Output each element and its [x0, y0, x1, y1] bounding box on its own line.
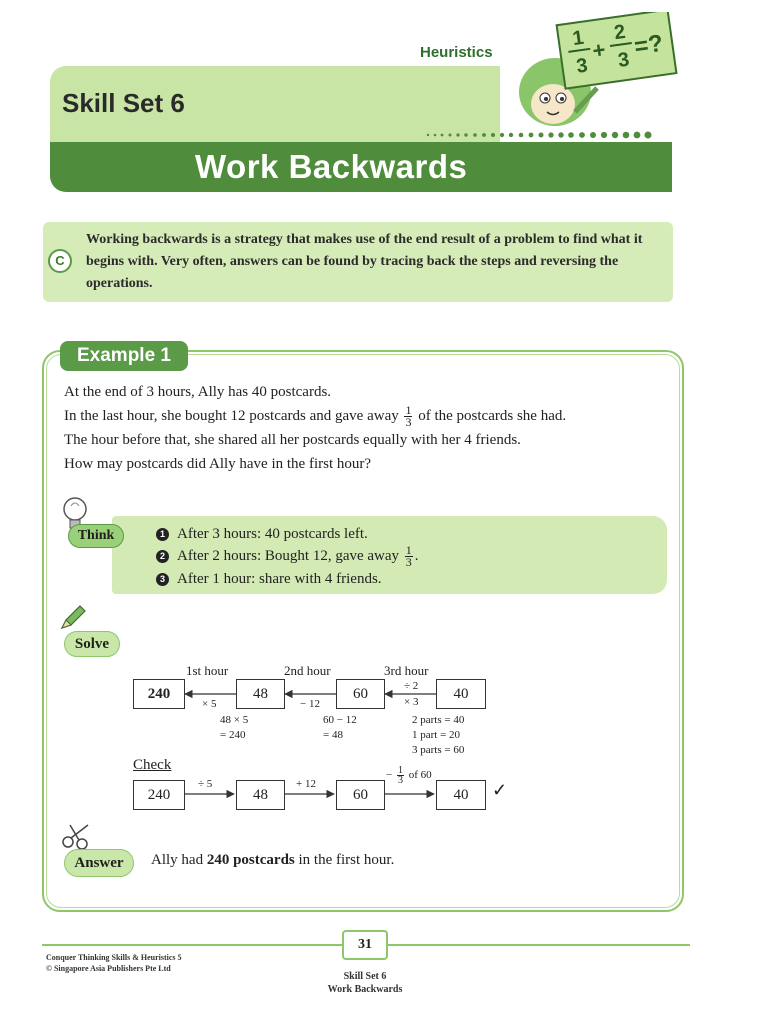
- hour-label-3: 3rd hour: [384, 663, 429, 678]
- working-2b: = 48: [323, 729, 343, 741]
- footer-topic: Work Backwards: [327, 984, 403, 995]
- problem-line-4: How may postcards did Ally have in the first hour?: [64, 456, 372, 473]
- fraction-one-third: [404, 405, 412, 428]
- think-fraction: [405, 545, 413, 568]
- working-2a: 60 − 12: [323, 714, 357, 726]
- think-list: [156, 523, 419, 590]
- hour-label-2: 2nd hour: [284, 663, 331, 678]
- sign-b-den: 3: [616, 48, 631, 72]
- problem-line-1: At the end of 3 hours, Ally has 40 postcards.: [64, 384, 332, 400]
- problem-statement: [64, 380, 566, 476]
- category-label: Heuristics: [420, 44, 493, 61]
- check-op-of: of 60: [408, 769, 432, 782]
- example-badge: Example 1: [60, 341, 188, 371]
- check-frac-den: 3: [397, 775, 403, 786]
- sign-b-num: 2: [612, 20, 627, 45]
- sign-a-num: 1: [571, 26, 586, 51]
- problem-line-2: [64, 404, 566, 428]
- working-1a: 48 × 5: [220, 714, 249, 726]
- answer-badge: Answer: [64, 849, 134, 877]
- page-title: Work Backwards: [195, 148, 468, 185]
- skill-set-label: Skill Set 6: [62, 88, 185, 118]
- op-times-3: × 3: [404, 696, 419, 708]
- hour-label-1: 1st hour: [186, 663, 229, 678]
- check-op-div-5: ÷ 5: [198, 778, 213, 790]
- bullet-3: 3: [156, 573, 169, 586]
- think-item-2-tail: .: [414, 548, 419, 564]
- check-op-fraction: [397, 766, 404, 785]
- op-minus-12: − 12: [300, 698, 320, 710]
- footer-section-info: [300, 970, 430, 996]
- working-3a: 2 parts = 40: [412, 714, 465, 726]
- answer-text: [151, 852, 394, 869]
- intro-text: Working backwards is a strategy that makes use of the end result of a problem to find what it begins with. Very often, answers can be found by tracing back the steps and reversing the operations.: [86, 232, 643, 291]
- check-box-4: 40: [436, 780, 486, 810]
- bullet-2: 2: [156, 550, 169, 563]
- check-tick-icon: ✓: [492, 780, 508, 800]
- solve-box-1: 240: [133, 679, 185, 709]
- think-item-3-text: After 1 hour: share with 4 friends.: [177, 571, 382, 588]
- bullet-1: 1: [156, 528, 169, 541]
- check-box-2: 48: [236, 780, 285, 810]
- sign-plus: +: [590, 36, 608, 64]
- think-frac-den: 3: [405, 555, 412, 570]
- frac-den: 3: [405, 415, 412, 430]
- think-item-2-text: After 2 hours: Bought 12, gave away: [177, 548, 400, 564]
- answer-post: in the first hour.: [298, 852, 395, 868]
- solve-box-3: 60: [336, 679, 385, 709]
- think-item-1-text: After 3 hours: 40 postcards left.: [177, 526, 368, 542]
- problem-line-2a: In the last hour, she bought 12 postcards and gave away: [64, 408, 399, 424]
- answer-pre: Ally had: [151, 852, 204, 868]
- working-3c: 3 parts = 60: [412, 744, 465, 756]
- footer-book: Conquer Thinking Skills & Heuristics 5: [46, 953, 182, 962]
- check-title: Check: [133, 757, 172, 773]
- page-number: 31: [342, 930, 388, 960]
- check-box-1: 240: [133, 780, 185, 810]
- think-frac-num: 1: [405, 543, 412, 558]
- working-1b: = 240: [220, 729, 246, 741]
- solve-badge: Solve: [64, 631, 120, 657]
- footer-publisher: © Singapore Asia Publishers Pte Ltd: [46, 964, 171, 973]
- think-item-1: [156, 523, 419, 545]
- solve-box-2: 48: [236, 679, 285, 709]
- check-box-3: 60: [336, 780, 385, 810]
- check-op-minus-third: [386, 766, 432, 785]
- think-badge: Think: [68, 524, 124, 548]
- check-frac-num: 1: [397, 765, 403, 776]
- working-3b: 1 part = 20: [412, 729, 461, 741]
- think-item-2: [156, 545, 419, 568]
- op-times-5: × 5: [202, 698, 217, 710]
- footer-book-info: [46, 952, 182, 974]
- pencil-icon: [58, 604, 88, 632]
- sign-a-den: 3: [575, 54, 590, 78]
- intro-c-icon: C: [48, 249, 72, 273]
- op-div-2: ÷ 2: [404, 680, 419, 692]
- check-op-plus-12: + 12: [296, 778, 316, 790]
- frac-num: 1: [405, 403, 412, 418]
- check-op-minus: −: [386, 769, 393, 782]
- scissors-icon: [60, 822, 94, 850]
- mascot-illustration: [505, 12, 685, 137]
- think-item-3: [156, 568, 419, 590]
- sign-equals: =?: [632, 29, 665, 61]
- problem-line-3: The hour before that, she shared all her postcards equally with her 4 friends.: [64, 432, 521, 449]
- footer-skill: Skill Set 6: [343, 971, 387, 982]
- problem-line-2b: of the postcards she had.: [418, 408, 567, 424]
- answer-bold: 240 postcards: [206, 852, 295, 868]
- solve-box-4: 40: [436, 679, 486, 709]
